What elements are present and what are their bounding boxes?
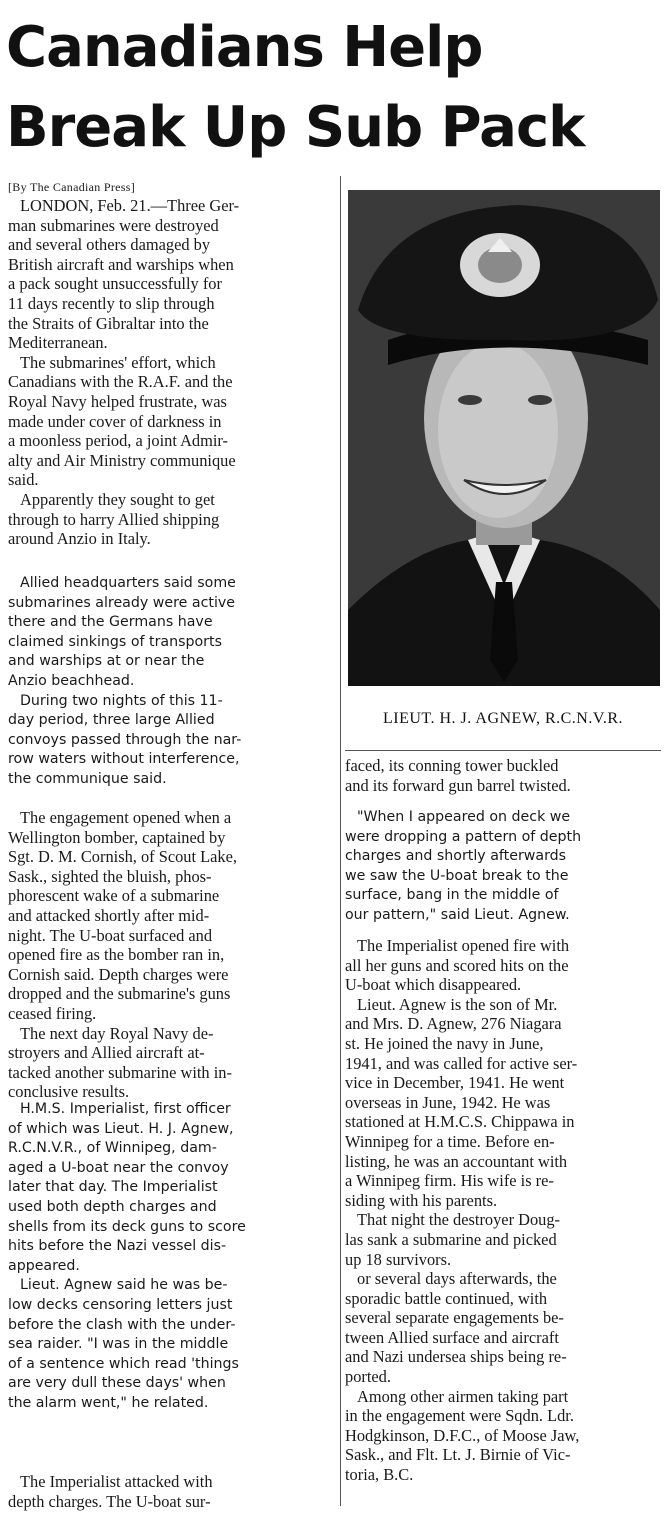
paragraph: The engagement opened when a Wellington bomber, captained by Sgt. D. M. Cornish, of Scout Lake, Sask., sighted the bluish, phos- phorescent wake of a submarine and attacked shortly after mid- night. The U-boat surfaced and opened fire as the bomber ran in, Cornish said. Depth charges were dropped and the submarine's guns ceased firing. (8, 808, 238, 1023)
paragraph: The Imperialist opened fire with all her guns and scored hits on the U-boat which disappeared. (345, 936, 570, 995)
paragraph: "When I appeared on deck we were dropping a pattern of depth charges and shortly afterwards we saw the U-boat break to the surface, bang in the middle of our pattern," said Lieut. Agnew. (345, 809, 582, 923)
paragraph: or several days afterwards, the sporadic battle continued, with several separate engagements be- tween Allied surface and aircraft and Nazi undersea ships being re- ported. (345, 1269, 567, 1387)
paragraph: Lieut. Agnew is the son of Mr. and Mrs. D. Agnew, 276 Niagara st. He joined the navy in June, 1941, and was called for active ser- vice in December, 1941. He went overseas in June, 1942. He was stationed at H.M.C.S. Chippawa in Winnipeg for a time. Before en- listing, he was an accountant with a Winnipeg firm. His wife is re- siding with his parents. (345, 994, 578, 1210)
headline-line-1: Canadians Help (6, 15, 483, 80)
col1-block1 (8, 180, 330, 549)
photo-caption: LIEUT. H. J. AGNEW, R.C.N.V.R. (382, 710, 624, 727)
paragraph: LONDON, Feb. 21.—Three Ger- man submarines were destroyed and several others damaged by British aircraft and warships when a pack sought unsuccessfully for 11 days recently to slip through the Straits of Gibraltar into the Mediterranean. (8, 196, 240, 353)
paragraph: The submarines' effort, which Canadians with the R.A.F. and the Royal Navy helped frustrate, was made under cover of darkness in a moonless period, a joint Admir- alty and Air Ministry communique said. (8, 352, 236, 490)
press-credit: [By The Canadian Press] (8, 180, 135, 194)
caption-rule (345, 750, 661, 751)
paragraph: The next day Royal Navy de- stroyers and Allied aircraft at- tacked another submarine with in- conclusive results. (8, 1023, 232, 1102)
paragraph: H.M.S. Imperialist, first officer of which was Lieut. H. J. Agnew, R.C.N.V.R., of Winnipeg, dam- aged a U-boat near the convoy later that day. The Imperialist used both depth charges and shells from its deck guns to score hits before the Nazi vessel dis- appeared. (8, 1101, 246, 1274)
col1-block5 (8, 1472, 330, 1511)
paragraph: That night the destroyer Doug- las sank a submarine and picked up 18 survivors. (345, 1210, 561, 1269)
col1-block3 (8, 808, 330, 1102)
paragraph: The Imperialist attacked with depth charges. The U-boat sur- (8, 1472, 213, 1511)
paragraph: Apparently they sought to get through to harry Allied shipping around Anzio in Italy. (8, 489, 220, 549)
col1-block4 (8, 1100, 322, 1414)
paragraph: Among other airmen taking part in the engagement were Sqdn. Ldr. Hodgkinson, D.F.C., of Moose Jaw, Sask., and Flt. Lt. J. Birnie of Vic- toria, B.C. (345, 1386, 580, 1485)
paragraph: During two nights of this 11- day period, three large Allied convoys passed through the nar- row waters without interference, the communique said. (8, 692, 242, 787)
headline-line-2: Break Up Sub Pack (6, 95, 585, 160)
paragraph: faced, its conning tower buckled and its forward gun barrel twisted. (345, 756, 571, 795)
col1-block2 (8, 574, 322, 790)
col2-block1 (345, 756, 661, 795)
col2-block2 (345, 808, 657, 926)
portrait-illustration (348, 190, 660, 686)
officer-portrait-photo (348, 190, 660, 686)
col2-block3 (345, 936, 661, 1485)
paragraph: Lieut. Agnew said he was be- low decks censoring letters just before the clash with the under- sea raider. "I was in the middle of a sentence which read 'things are very dull these days' when the alarm went," he related. (8, 1277, 239, 1411)
column-divider (340, 176, 341, 1506)
paragraph: Allied headquarters said some submarines already were active there and the Germans have claimed sinkings of transports and warships at or near the Anzio beachhead. (8, 575, 236, 689)
